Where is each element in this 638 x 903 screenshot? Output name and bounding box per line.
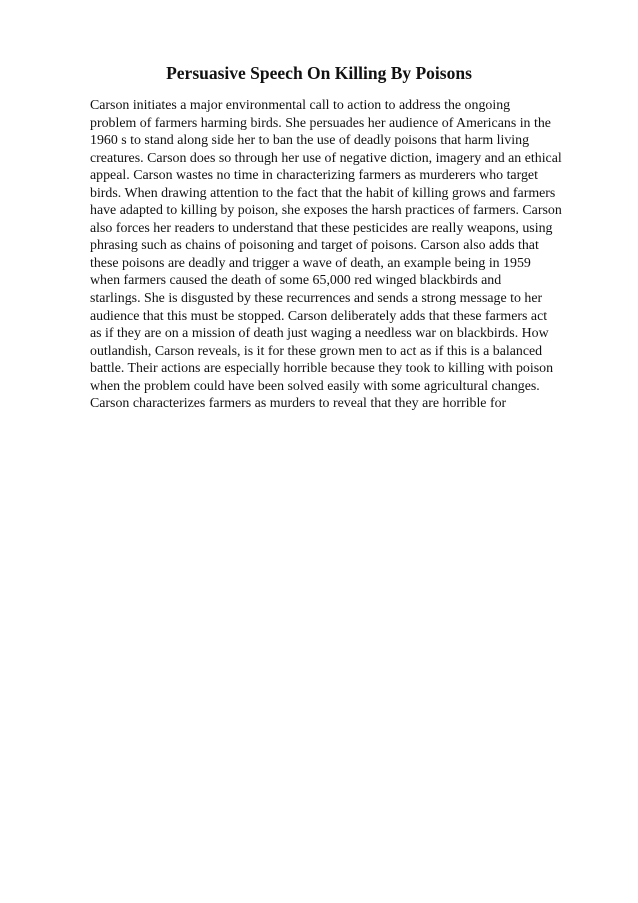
body-line: as if they are on a mission of death just waging a needless war on blackbirds. How xyxy=(90,326,549,342)
body-line: birds. When drawing attention to the fact that the habit of killing grows and farmers xyxy=(90,185,556,201)
body-line: when farmers caused the death of some 65,000 red winged blackbirds and xyxy=(90,273,502,289)
body-line: these poisons are deadly and trigger a wave of death, an example being in 1959 xyxy=(90,255,531,271)
body-line: appeal. Carson wastes no time in characterizing farmers as murderers who target xyxy=(90,168,538,184)
body-line: creatures. Carson does so through her use of negative diction, imagery and an ethical xyxy=(90,150,562,166)
body-line: Carson initiates a major environmental call to action to address the ongoing xyxy=(90,98,511,113)
body-line: problem of farmers harming birds. She persuades her audience of Americans in the xyxy=(90,115,551,131)
document-body xyxy=(90,97,610,413)
body-line: have adapted to killing by poison, she exposes the harsh practices of farmers. Carson xyxy=(90,203,562,219)
body-line: battle. Their actions are especially horrible because they took to killing with poison xyxy=(90,361,554,377)
body-line: when the problem could have been solved easily with some agricultural changes. xyxy=(90,378,540,394)
body-line: audience that this must be stopped. Carson deliberately adds that these farmers act xyxy=(90,308,548,324)
body-line: starlings. She is disgusted by these recurrences and sends a strong message to her xyxy=(90,291,543,307)
body-line: Carson characterizes farmers as murders to reveal that they are horrible for xyxy=(90,396,507,412)
body-line: 1960 s to stand along side her to ban the use of deadly poisons that harm living xyxy=(90,133,530,149)
body-line: phrasing such as chains of poisoning and target of poisons. Carson also adds that xyxy=(90,238,539,254)
body-line: also forces her readers to understand that these pesticides are really weapons, using xyxy=(90,220,553,236)
body-line: outlandish, Carson reveals, is it for these grown men to act as if this is a balanced xyxy=(90,343,543,359)
document-title: Persuasive Speech On Killing By Poisons xyxy=(166,63,472,83)
